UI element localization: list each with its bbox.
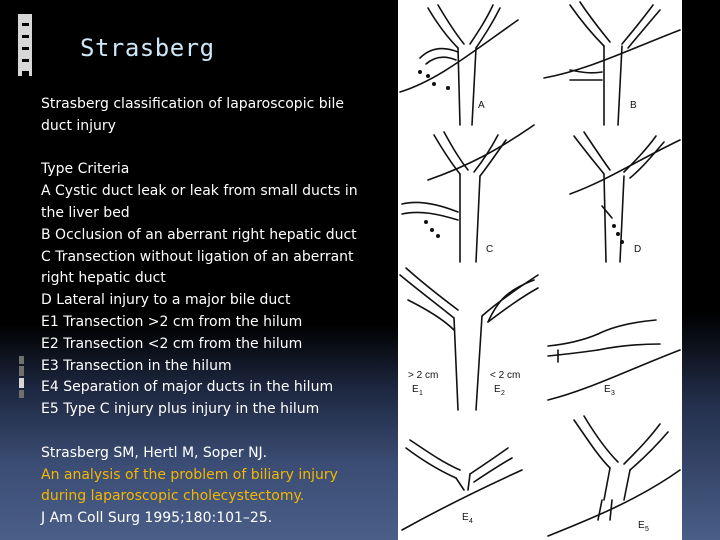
bile-duct-injury-figure bbox=[398, 0, 682, 540]
heading-line: duct injury bbox=[41, 117, 116, 134]
panel-b bbox=[544, 2, 680, 125]
deco-bar bbox=[22, 62, 29, 71]
deco-bar bbox=[29, 14, 32, 76]
criteria-row: right hepatic duct bbox=[41, 270, 166, 287]
label-e4: E bbox=[462, 512, 469, 523]
citation-title: An analysis of the problem of biliary injury bbox=[41, 466, 338, 483]
right-edge-band bbox=[682, 0, 720, 540]
deco-bar bbox=[22, 26, 29, 35]
deco-bar bbox=[22, 14, 29, 23]
deco-bar bbox=[19, 366, 24, 376]
panel-c bbox=[402, 125, 534, 262]
criteria-row: B Occlusion of an aberrant right hepatic duct bbox=[41, 226, 357, 243]
panel-a bbox=[400, 5, 518, 125]
label-b: B bbox=[630, 100, 637, 111]
label-e1-note: > 2 cm bbox=[408, 370, 439, 381]
label-e4-sub: 4 bbox=[469, 518, 473, 525]
citation-journal: J Am Coll Surg 1995;180:101–25. bbox=[41, 510, 273, 527]
criteria-row: C Transection without ligation of an aberrant bbox=[41, 248, 354, 265]
label-d: D bbox=[634, 244, 642, 255]
label-a: A bbox=[478, 100, 485, 111]
label-c: C bbox=[486, 244, 494, 255]
criteria-row: the liver bed bbox=[41, 204, 130, 221]
label-e5: E bbox=[638, 520, 645, 531]
label-e1: E bbox=[412, 384, 419, 395]
criteria-row: E1 Transection >2 cm from the hilum bbox=[41, 313, 303, 330]
heading-line: Strasberg classification of laparoscopic bile bbox=[41, 96, 345, 112]
label-e5-sub: 5 bbox=[645, 526, 649, 533]
deco-bar bbox=[19, 356, 24, 364]
label-e3: E bbox=[604, 384, 611, 395]
figure-illustration bbox=[398, 0, 682, 540]
label-e2-sub: 2 bbox=[501, 390, 505, 397]
criteria-row: E2 Transection <2 cm from the hilum bbox=[41, 335, 303, 352]
panel-e3 bbox=[548, 320, 680, 400]
criteria-row: E4 Separation of major ducts in the hilum bbox=[41, 379, 334, 396]
deco-bar bbox=[19, 390, 24, 398]
panel-e5 bbox=[548, 416, 680, 536]
deco-bar bbox=[19, 378, 24, 388]
label-e2-note: < 2 cm bbox=[490, 370, 521, 381]
criteria-row: D Lateral injury to a major bile duct bbox=[41, 292, 291, 309]
deco-bar bbox=[22, 50, 29, 59]
deco-bar bbox=[22, 38, 29, 47]
panel-d bbox=[570, 132, 680, 262]
slide-body bbox=[41, 94, 391, 530]
panel-e4 bbox=[402, 440, 522, 530]
citation-title: during laparoscopic cholecystectomy. bbox=[41, 488, 305, 505]
criteria-row: A Cystic duct leak or leak from small ducts in bbox=[41, 183, 358, 200]
slide-title: Strasberg bbox=[80, 34, 215, 62]
criteria-row: E5 Type C injury plus injury in the hilum bbox=[41, 401, 320, 418]
panel-e1-e2 bbox=[400, 268, 538, 410]
label-e3-sub: 3 bbox=[611, 390, 615, 397]
citation-authors: Strasberg SM, Hertl M, Soper NJ. bbox=[41, 444, 268, 461]
label-e1-sub: 1 bbox=[419, 390, 423, 397]
criteria-header: Type Criteria bbox=[41, 161, 130, 178]
criteria-row: E3 Transection in the hilum bbox=[41, 357, 232, 374]
label-e2: E bbox=[494, 384, 501, 395]
